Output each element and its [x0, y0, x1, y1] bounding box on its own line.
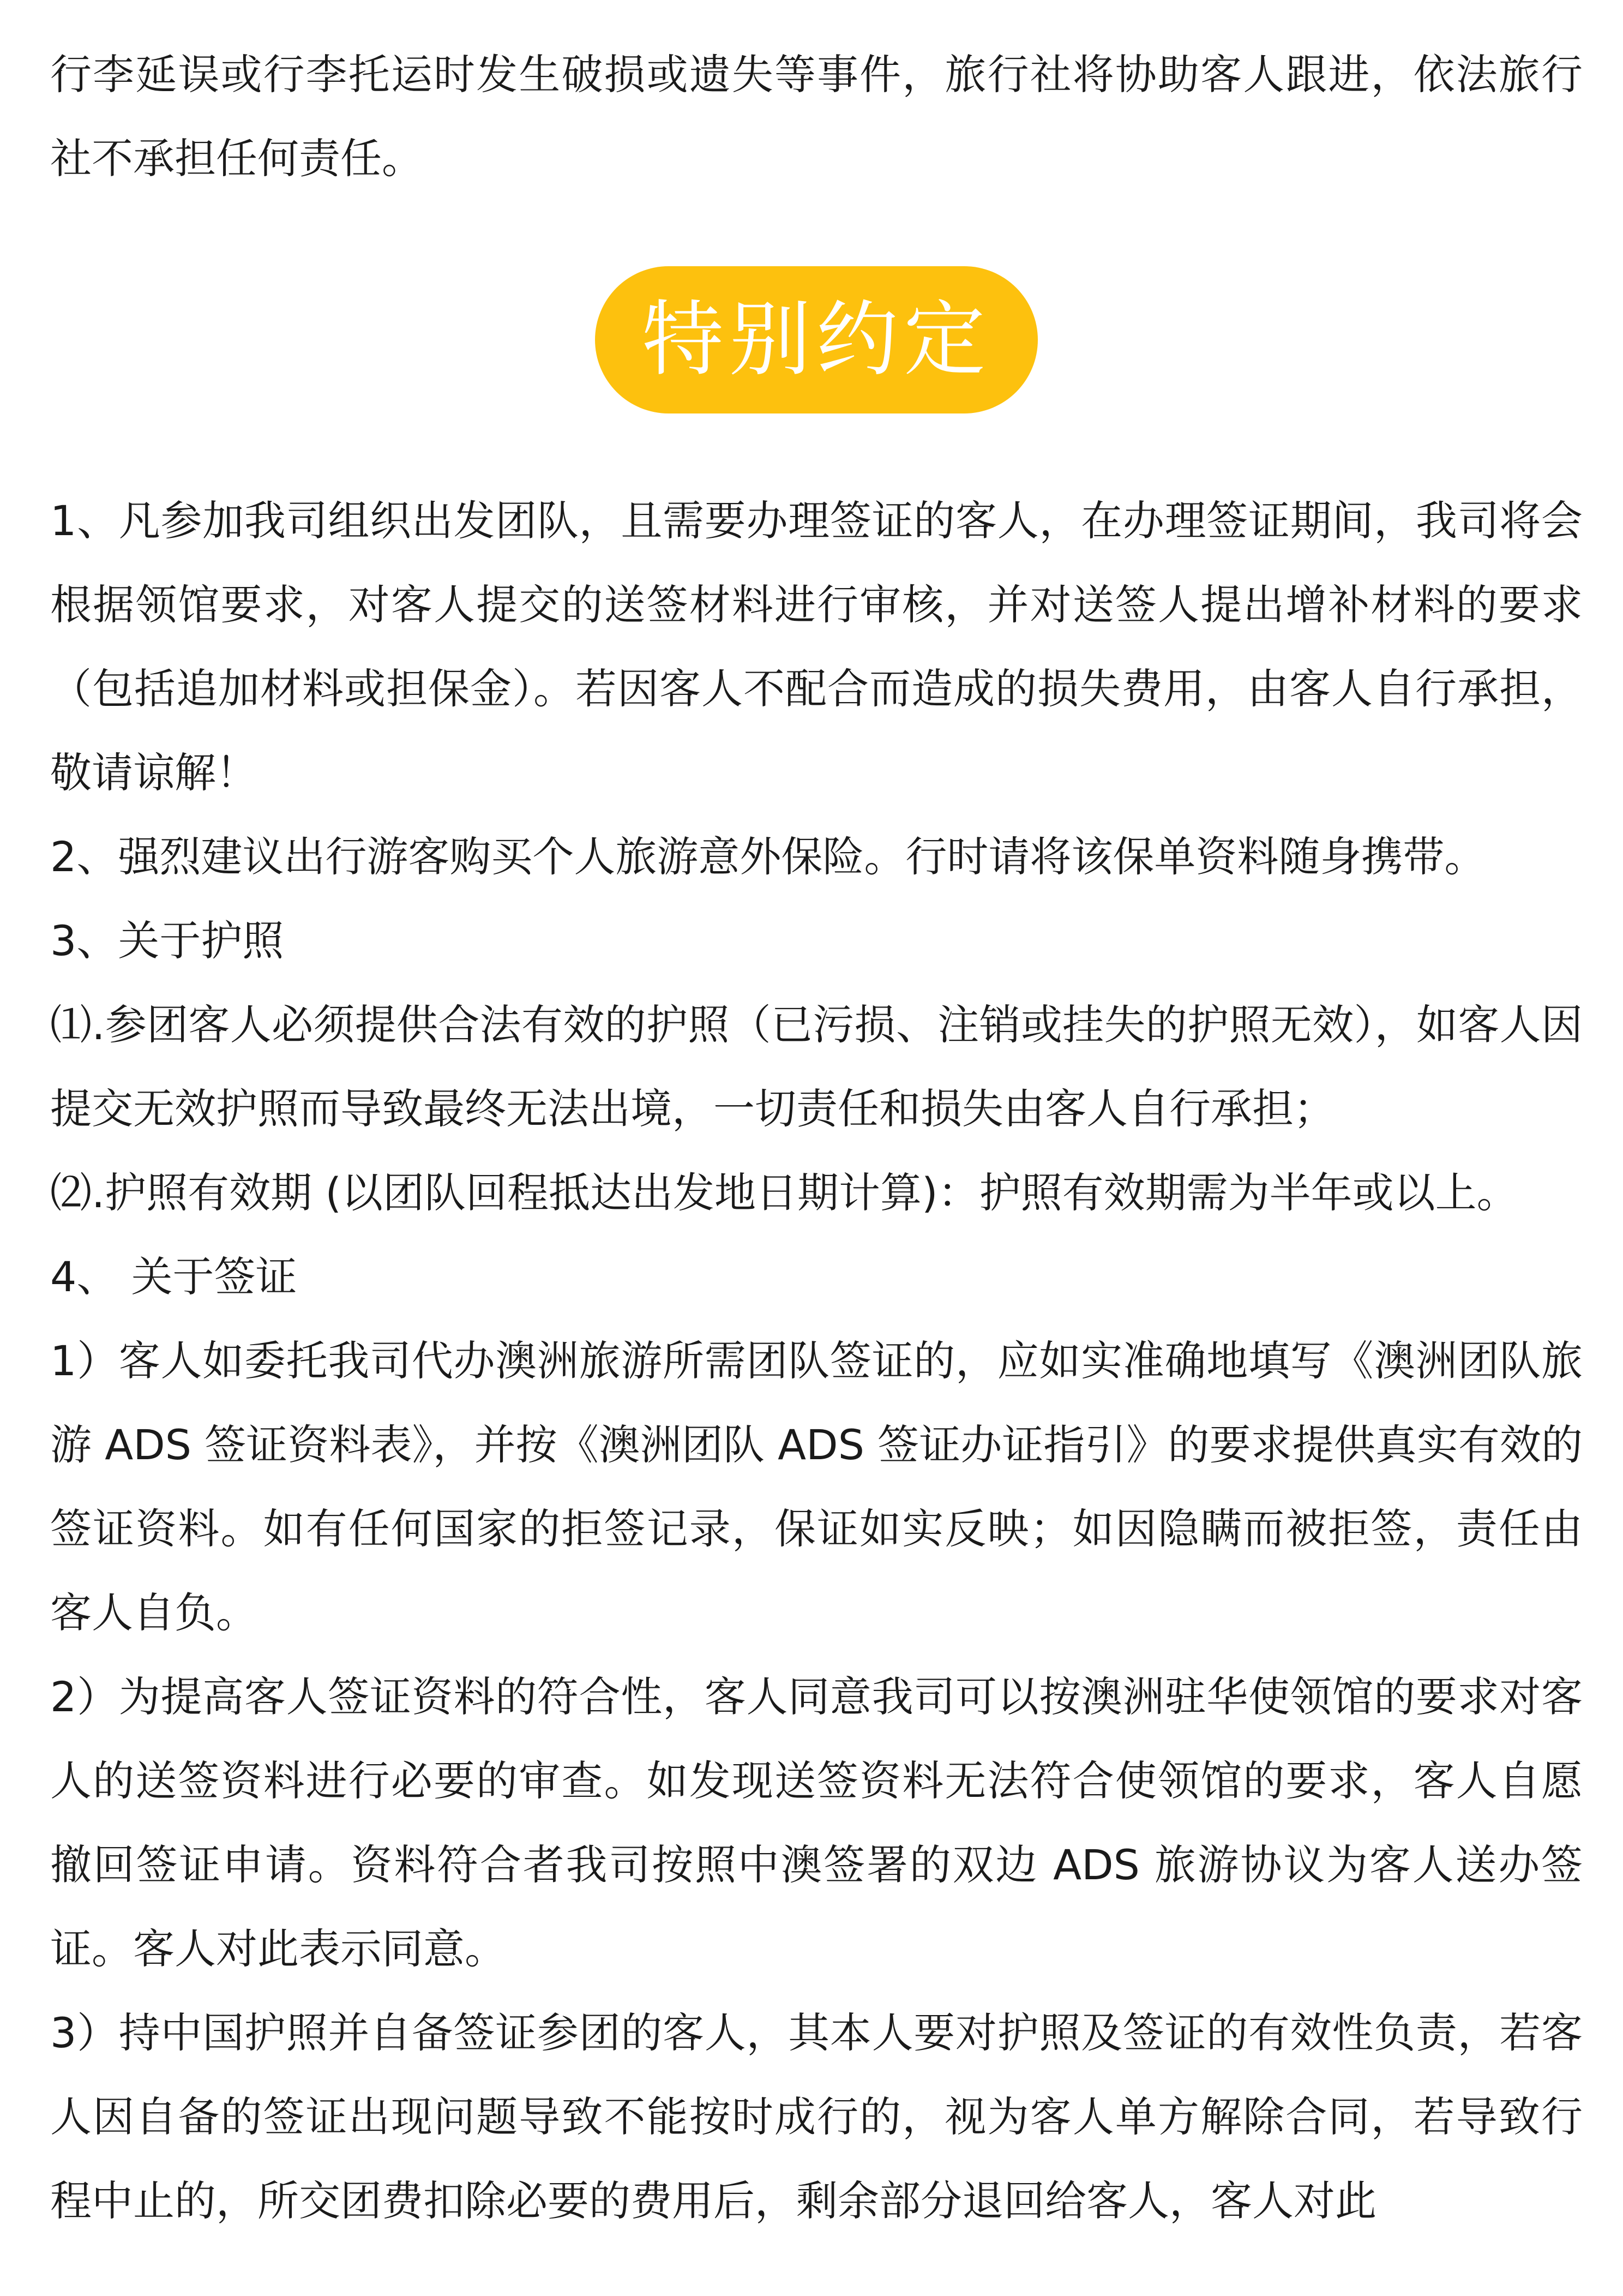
clause-3-heading: 3、关于护照: [50, 916, 284, 965]
clause-3-item-2: ⑵.护照有效期 (以团队回程抵达出发地日期计算)：护照有效期需为半年或以上。: [50, 1168, 1518, 1217]
section-title-banner: 特别约定: [595, 266, 1038, 413]
clause-4-item-2: 2）为提高客人签证资料的符合性，客人同意我司可以按澳洲驻华使领馆的要求对客人的送签资料进行必要的审查。如发现送签资料无法符合使领馆的要求，客人自愿撤回签证申请。资料符合者我司按照中澳签署的双边 ADS 旅游协议为客人送办签证。客人对此表示同意。: [50, 1672, 1583, 1973]
section-banner-wrap: [50, 266, 1583, 413]
clause-2: 2、强烈建议出行游客购买个人旅游意外保险。行时请将该保单资料随身携带。: [50, 832, 1486, 881]
clause-4-item-3: 3）持中国护照并自备签证参团的客人，其本人要对护照及签证的有效性负责，若客人因自备的签证出现问题导致不能按时成行的，视为客人单方解除合同，若导致行程中止的，所交团费扣除必要的费用后，剩余部分退回给客人，客人对此: [50, 2009, 1583, 2225]
clause-1: 1、凡参加我司组织出发团队，且需要办理签证的客人，在办理签证期间，我司将会根据领馆要求，对客人提交的送签材料进行审核，并对送签人提出增补材料的要求（包括追加材料或担保金）。若因客人不配合而造成的损失费用，由客人自行承担，敬请谅解！: [50, 496, 1583, 797]
intro-paragraph: 行李延误或行李托运时发生破损或遗失等事件，旅行社将协助客人跟进，依法旅行社不承担任何责任。: [50, 50, 1583, 183]
document-page: [50, 33, 1583, 2243]
clause-4-heading: 4、 关于签证: [50, 1252, 297, 1301]
clause-4-item-1: 1）客人如委托我司代办澳洲旅游所需团队签证的，应如实准确地填写《澳洲团队旅游 ADS 签证资料表》，并按《澳洲团队 ADS 签证办证指引》的要求提供真实有效的签证资料。如有任何国家的拒签记录，保证如实反映；如因隐瞒而被拒签，责任由客人自负。: [50, 1336, 1583, 1637]
clause-3-item-1: ⑴.参团客人必须提供合法有效的护照（已污损、注销或挂失的护照无效），如客人因提交无效护照而导致最终无法出境，一切责任和损失由客人自行承担；: [50, 1000, 1583, 1133]
